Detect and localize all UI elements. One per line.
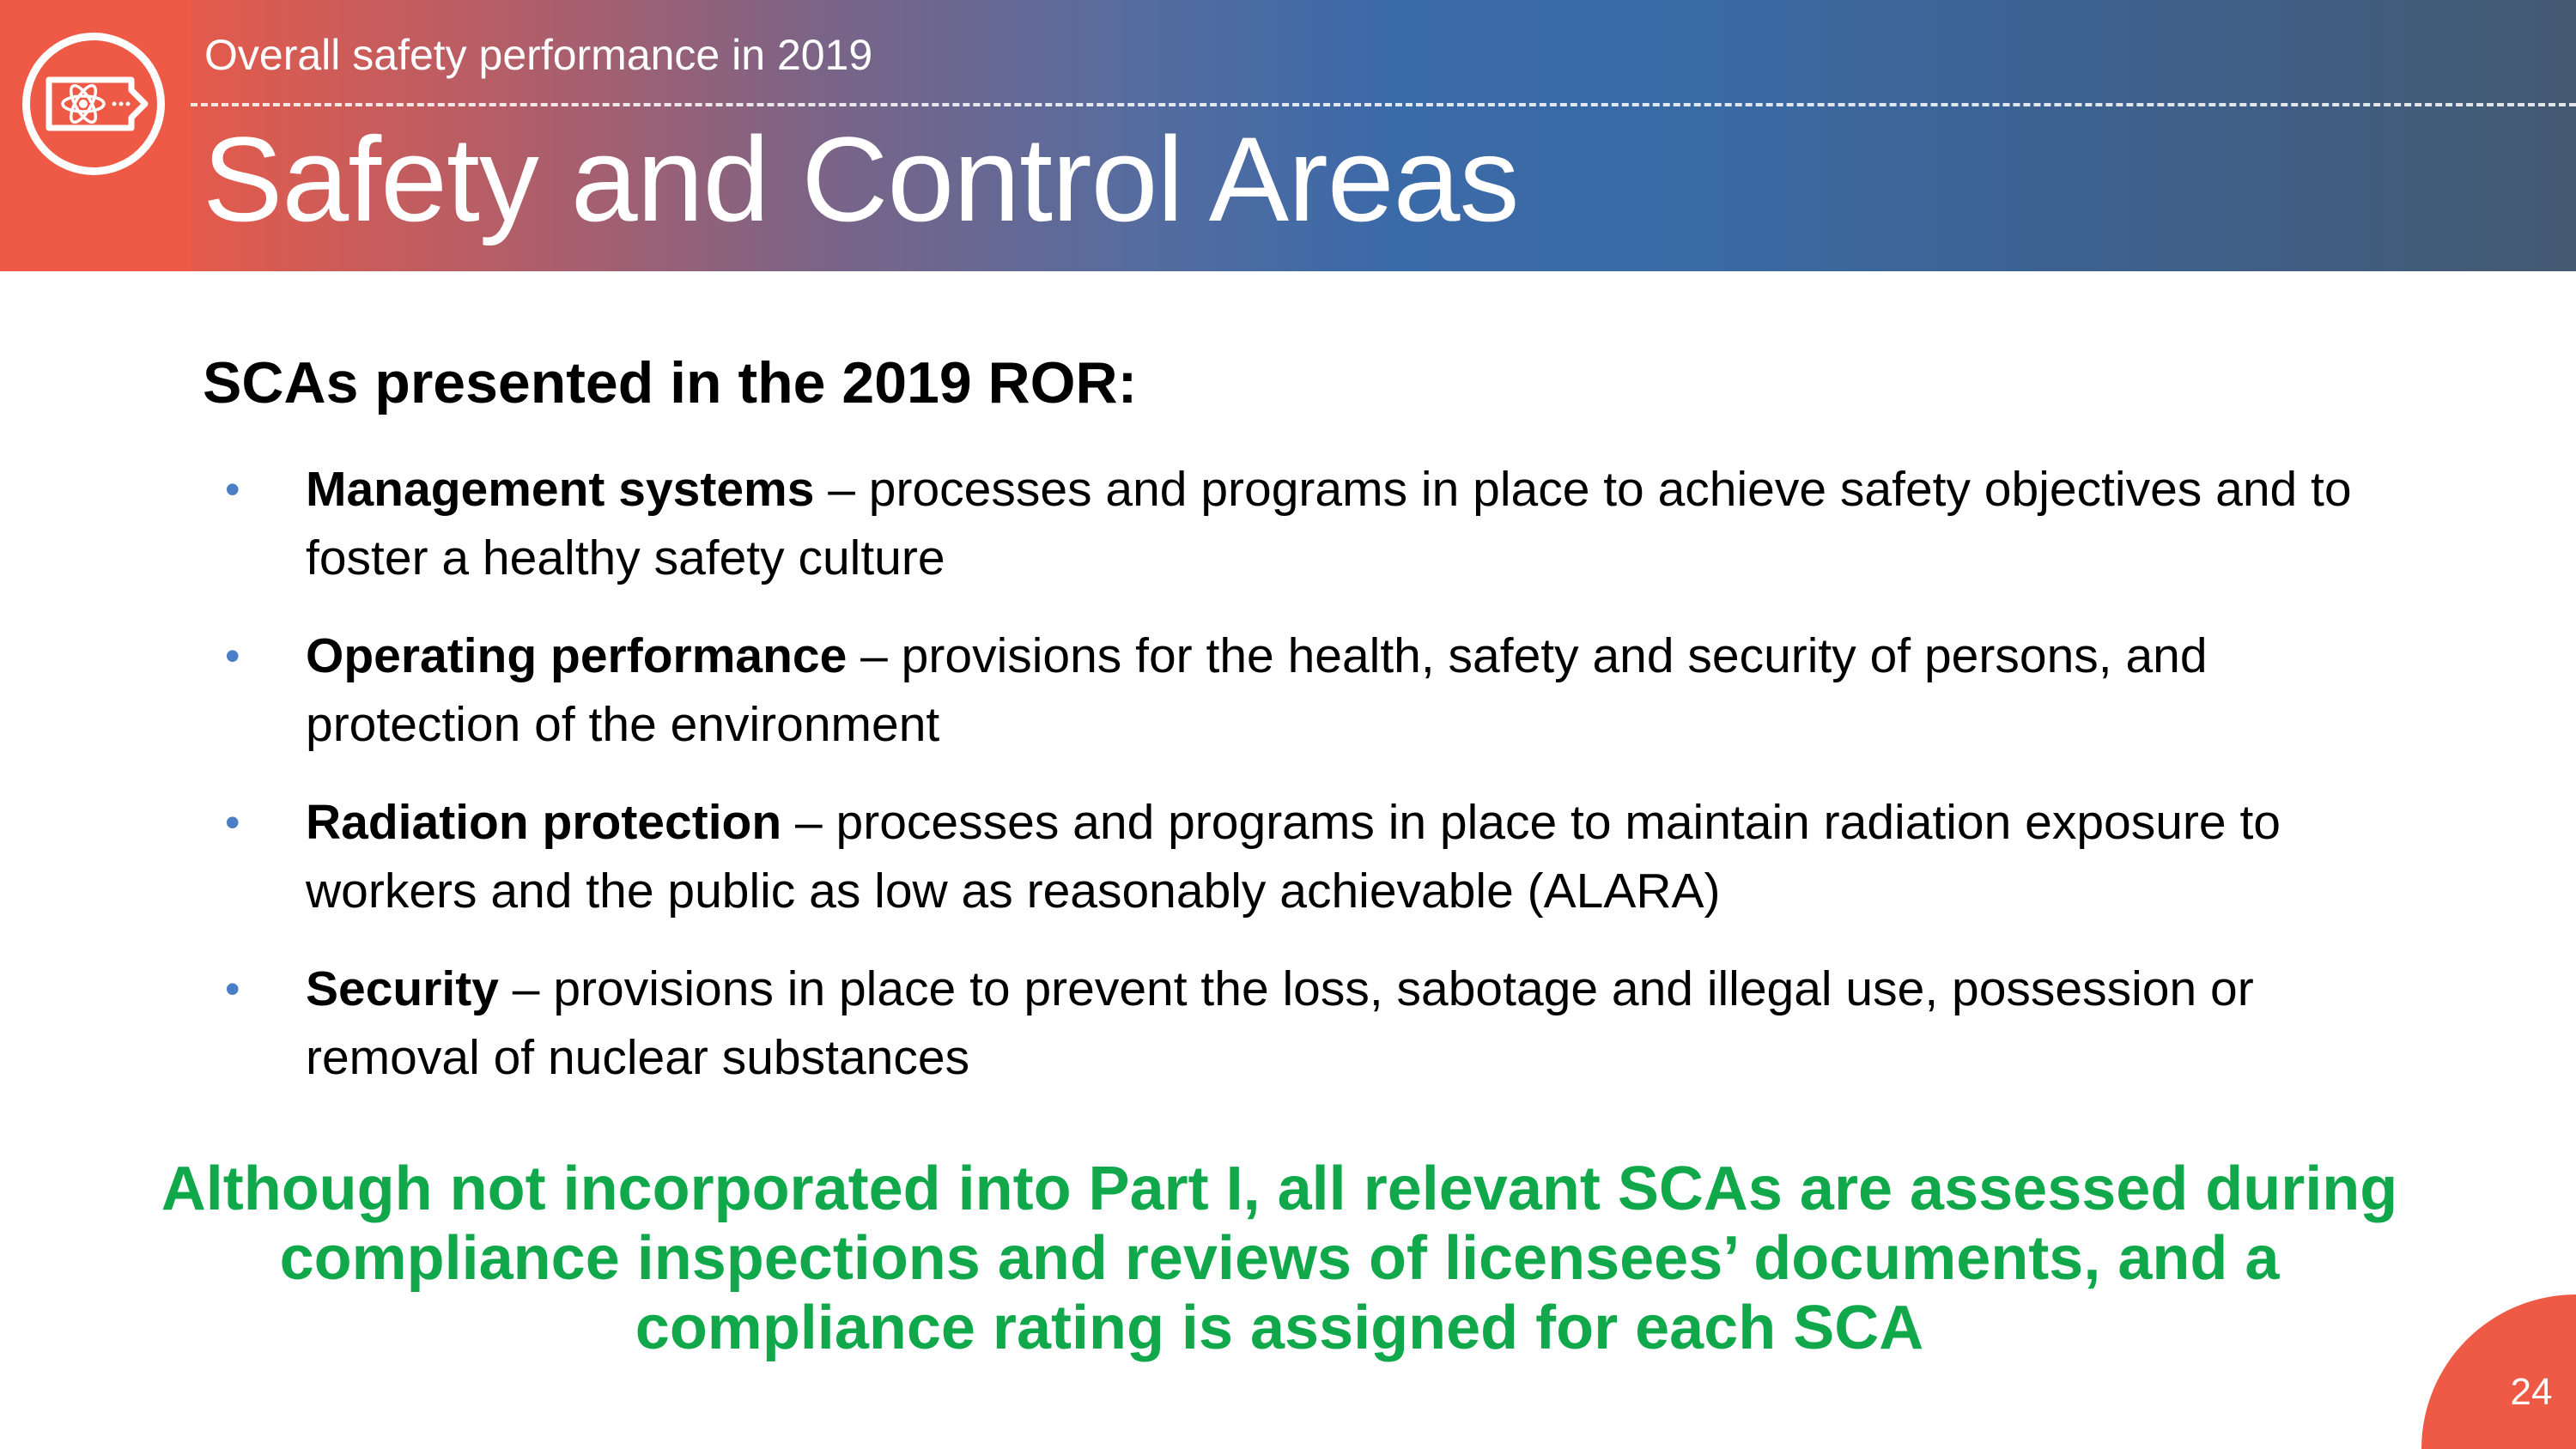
header-banner xyxy=(0,0,2576,271)
page-number: 24 xyxy=(2510,1371,2553,1413)
bullet-description: – processes and programs in place to maintain radiation exposure to workers and the public as low as reasonably achievable (ALARA) xyxy=(306,795,2281,919)
logo-badge xyxy=(0,0,191,271)
bullet-description: – provisions for the health, safety and security of persons, and protection of the environment xyxy=(306,628,2208,752)
conclusion-statement: Although not incorporated into Part I, all relevant SCAs are assessed during compliance inspections and reviews of licensees’ documents, and a compliance rating is assigned for each SCA xyxy=(161,1155,2398,1362)
bullet-icon: • xyxy=(225,798,240,846)
page-title: Safety and Control Areas xyxy=(203,112,1519,246)
bullet-term: Security xyxy=(306,961,499,1016)
bullet-description: – processes and programs in place to achieve safety objectives and to foster a healthy safety culture xyxy=(306,462,2352,585)
section-subtitle: Overall safety performance in 2019 xyxy=(204,31,873,79)
list-item-management-systems xyxy=(0,455,2435,592)
bullet-term: Management systems xyxy=(306,462,815,517)
bullet-icon: • xyxy=(225,965,240,1013)
list-item-security xyxy=(0,955,2435,1092)
bullet-description: – provisions in place to prevent the loss, sabotage and illegal use, possession or removal of nuclear substances xyxy=(306,961,2254,1085)
bullet-term: Radiation protection xyxy=(306,795,782,850)
section-heading: SCAs presented in the 2019 ROR: xyxy=(203,350,1138,415)
list-item-radiation-protection xyxy=(0,788,2435,925)
list-item-operating-performance xyxy=(0,621,2435,759)
sca-list xyxy=(0,455,2576,1121)
atom-in-flag-icon xyxy=(22,33,165,175)
bullet-icon: • xyxy=(225,632,240,680)
bullet-term: Operating performance xyxy=(306,628,848,683)
bullet-icon: • xyxy=(225,465,240,513)
